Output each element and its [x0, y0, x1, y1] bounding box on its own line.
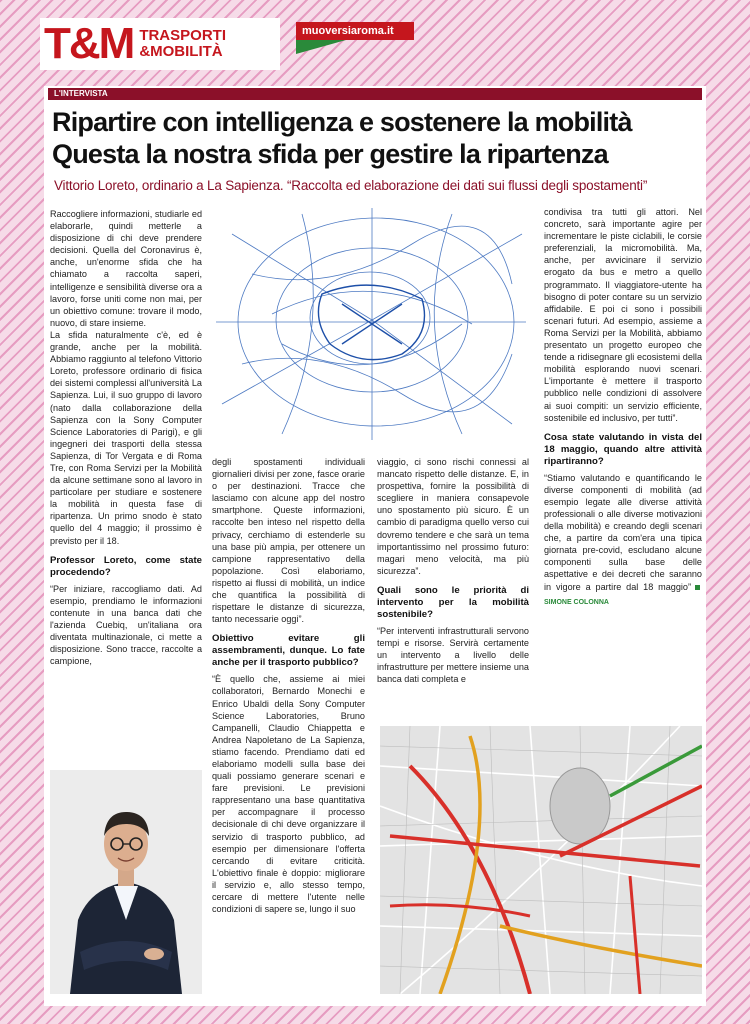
site-tag: muoversiaroma.it	[296, 22, 414, 40]
headline-line-2: Questa la nostra sfida per gestire la ripartenza	[52, 139, 608, 169]
headline	[52, 106, 702, 170]
traffic-map	[380, 726, 702, 994]
paragraph: Raccogliere informazioni, studiarle ed elaborarle, quindi metterle a disposizione di chi deve prendere decisioni. Quella del Coronavirus è, anche, un'enorme sfida che ha chiamato a raccolta saperi, intelligenze e sensibilità diverse ora a lavoro, forse uniti come non mai, per un obiettivo comune: trovare il modo, nuovo, di stare insieme.	[50, 209, 202, 328]
paragraph-text: “Stiamo valutando e quantificando le diverse componenti di mobilità (ad esempio legate alle diverse attività professionali o alle diverse motivazioni della mobilità) e creando degli scenari che, a partire da com'era una tipica giornata pre-covid, escludano alcune componenti sulla base delle aspettative e dei decreti che saranno in vigore a partire dal 18 maggio”	[544, 472, 702, 592]
column-1	[50, 208, 202, 667]
logo-mark: T&M	[44, 19, 134, 68]
author-name: SIMONE COLONNA	[544, 598, 609, 606]
road-network-graphic	[212, 204, 530, 444]
section-label: L'INTERVISTA	[48, 88, 702, 100]
question-heading: Professor Loreto, come state procedendo?	[50, 554, 202, 578]
question-heading: Obiettivo evitare gli assembramenti, dunque. Lo fate anche per il trasporto pubblico?	[212, 633, 365, 669]
column-2	[212, 456, 365, 915]
paragraph	[544, 472, 702, 609]
column-3	[377, 456, 529, 685]
paragraph: “Per interventi infrastrutturali servono tempi e risorse. Servirà certamente un intervento a livello delle infrastrutture per mettere insieme una banca dati completa e	[377, 625, 529, 685]
column-4	[544, 206, 702, 609]
question-heading: Quali sono le priorità di intervento per la mobilità sostenibile?	[377, 584, 529, 620]
paragraph: La sfida naturalmente c'è, ed è grande, anche per la mobilità. Abbiamo raggiunto al telefono Vittorio Loreto, professore ordinario di fisica dei sistemi complessi all'università La Sapienza. Lui, il suo gruppo di lavoro (nato dalla collaborazione della Sapienza con la Sony Computer Science Laboratories di Parigi), e gli ingegneri dei trasporti della stessa Sapienza, di Tor Vergata e di Roma Tre, con Roma Servizi per la Mobilità da alcune settimane sono al lavoro in particolare per studiare e sostenere la mobilità in questa fase di ripartenza. Un primo snodo è stato quello del 4 maggio; il prossimo è previsto per il 18.	[50, 329, 202, 546]
article-page	[44, 86, 706, 1006]
subheadline: Vittorio Loreto, ordinario a La Sapienza. “Raccolta ed elaborazione dei dati sui flussi degli spostamenti”	[54, 178, 648, 193]
paragraph: degli spostamenti individuali giornalieri divisi per zone, fasce orarie o per destinazioni. Tracce che lasciamo con alcune app del nostro smartphone. Queste informazioni, raccolte ben inteso nel rispetto della privacy, cerchiamo di estenderle su una base più ampia, per ottenere un campione rappresentativo della popolazione. Così elaboriamo, rispetto ai flussi di mobilità, un indice che quantifica la possibilità di rispettare le distanze di sicurezza, tanto necessarie oggi”.	[212, 457, 365, 625]
masthead-logo	[40, 18, 280, 70]
logo-words	[139, 28, 226, 60]
paragraph: “È quello che, assieme ai miei collaboratori, Bernardo Monechi e Enrico Ubaldi della Sony Computer Science Laboratories, Bruno Campanelli, Claudio Chiappetta e Andrea Napoletano de La Sapienza, stiamo facendo. Prendiamo dati ed elaboriamo modelli sulla base dei quali possiamo generare scenari e fare previsioni. Le previsioni rappresentano una base quantitativa per accompagnare il processo decisionale di chi deve organizzare il servizio di trasporto pubblico, ad esempio per dimensionare l'offerta cercando di evitare criticità. L'obiettivo finale è doppio: migliorare il servizio e, allo stesso tempo, cercare di mettere l'utente nelle condizioni di sapere se, lungo il suo	[212, 674, 365, 915]
logo-line-2: &MOBILITÀ	[139, 43, 223, 60]
paragraph: “Per iniziare, raccogliamo dati. Ad esempio, prendiamo le informazioni contenute in una banca dati che l'azienda Cuebiq, un'italiana ora diventata multinazionale, ci mette a disposizione. Sono tracce, raccolte a campione,	[50, 583, 202, 667]
road-network-map	[212, 204, 530, 444]
paragraph: viaggio, ci sono rischi connessi al mancato rispetto delle distanze. E, in prospettiva, fornire la possibilità di scegliere in maniera consapevole uno spostamento più sicuro. È un cambio di paradigma quello verso cui dovremo tendere e che sarà un tema importantissimo nel prossimo futuro: magari meno velocità, ma più sicurezza”.	[377, 457, 529, 576]
logo-line-1: TRASPORTI	[139, 27, 226, 44]
question-heading: Cosa state valutando in vista del 18 maggio, quando altre attività ripartiranno?	[544, 431, 702, 467]
portrait-photo	[50, 770, 202, 994]
paragraph: condivisa tra tutti gli attori. Nel concreto, sarà importante agire per incrementare le piste ciclabili, le corsie preferenziali, la micromobilità. Ma, anche, per avvicinare il servizio erogato da bus e metro a quello programmato. Il viaggiatore-utente ha bisogno di poter contare su un servizio affidabile. E poi ci sono i possibili scenari futuri. Ad esempio, assieme a Roma Servizi per la Mobilità, abbiamo presentato un progetto europeo che tende a ridisegnare gli ecosistemi della mobilità esplorando nuovi scenari. L'importante è mettere il trasporto pubblico nelle condizioni di assolvere ai suoi compiti: un servizio efficiente, sostenibile ed inclusivo, per tutti”.	[544, 207, 702, 423]
headline-line-1: Ripartire con intelligenza e sostenere la mobilità	[52, 107, 632, 137]
credit-square-icon	[695, 585, 700, 590]
portrait-illustration	[50, 770, 202, 994]
traffic-map-graphic	[380, 726, 702, 994]
site-tag-decoration	[296, 40, 346, 54]
